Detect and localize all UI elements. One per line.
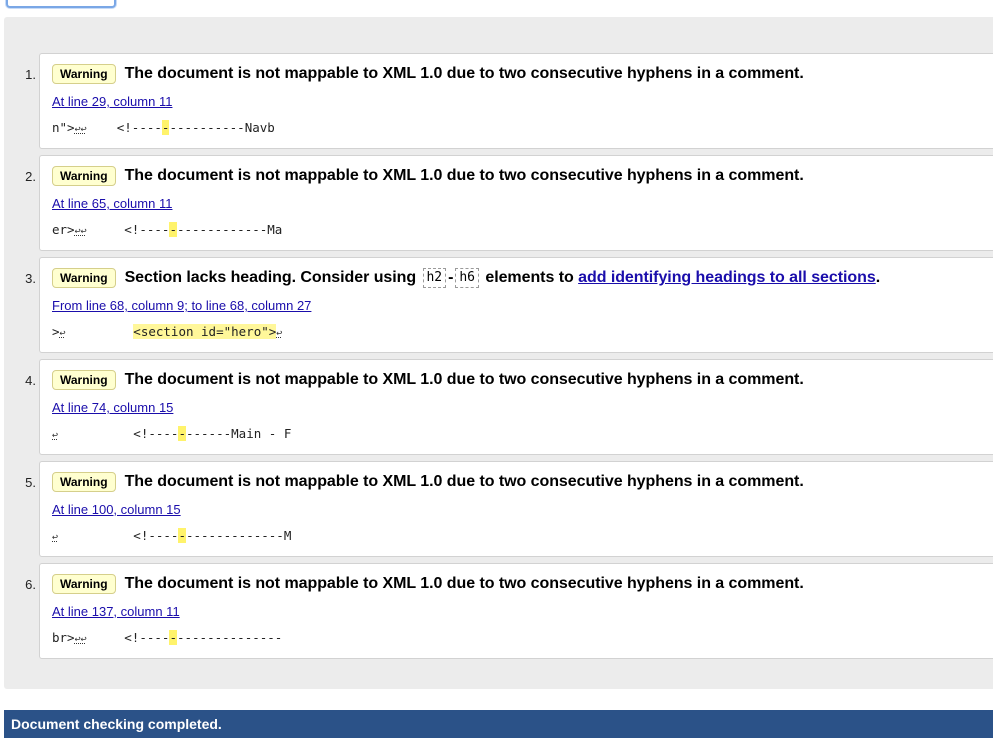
message-item xyxy=(4,257,993,353)
location-link[interactable]: At line 65, column 11 xyxy=(52,196,173,211)
code-extract xyxy=(52,630,985,645)
message-box xyxy=(39,257,993,353)
message-text: The document is not mappable to XML 1.0 due to two consecutive hyphens in a comment. xyxy=(124,167,804,184)
message-number: 6. xyxy=(25,577,36,592)
newline-icon: ↩ xyxy=(80,226,87,237)
newline-icon: ↩ xyxy=(276,328,283,339)
extract-before: <!---- xyxy=(86,222,170,237)
warning-badge: Warning xyxy=(52,268,116,288)
extract-prefix: n"> xyxy=(52,120,75,135)
message-text: The document is not mappable to XML 1.0 due to two consecutive hyphens in a comment. xyxy=(124,65,804,82)
warning-badge: Warning xyxy=(52,472,116,492)
status-bar: Document checking completed. xyxy=(4,710,993,738)
warning-badge: Warning xyxy=(52,64,116,84)
extract-before: <!---- xyxy=(58,528,179,543)
code-extract xyxy=(52,222,985,237)
element-code-h6: h6 xyxy=(455,268,479,288)
message-box xyxy=(39,359,993,455)
code-extract xyxy=(52,324,985,339)
location-link[interactable]: At line 29, column 11 xyxy=(52,94,173,109)
message-number: 3. xyxy=(25,271,36,286)
warning-badge: Warning xyxy=(52,166,116,186)
extract-before: <!---- xyxy=(86,120,162,135)
extract-highlight: - xyxy=(161,120,170,135)
extract-prefix: br> xyxy=(52,630,75,645)
newline-icon: ↩ xyxy=(80,124,87,135)
location-link[interactable]: At line 137, column 11 xyxy=(52,604,180,619)
message-item xyxy=(4,155,993,251)
extract-before: <!---- xyxy=(58,426,179,441)
location-link[interactable]: At line 100, column 15 xyxy=(52,502,181,517)
message-box xyxy=(39,461,993,557)
extract-after: ------Main - F xyxy=(185,426,292,441)
results-panel xyxy=(4,17,993,689)
check-button[interactable] xyxy=(6,0,116,8)
extract-prefix: > xyxy=(52,324,60,339)
extract-highlight: - xyxy=(178,528,186,543)
extract-before: <!---- xyxy=(86,630,170,645)
newline-icon: ↩ xyxy=(52,430,59,441)
warning-badge: Warning xyxy=(52,370,116,390)
location-link[interactable]: From line 68, column 9; to line 68, column 27 xyxy=(52,298,312,313)
extract-after: ------------Ma xyxy=(176,222,283,237)
message-box xyxy=(39,155,993,251)
extract-after: -------------M xyxy=(185,528,292,543)
newline-icon: ↩ xyxy=(80,634,87,645)
extract-after: ----------Navb xyxy=(169,120,275,135)
extract-after: -------------- xyxy=(176,630,283,645)
newline-icon: ↩ xyxy=(52,532,59,543)
message-text-end: . xyxy=(875,269,881,286)
message-box xyxy=(39,53,993,149)
extract-prefix: er> xyxy=(52,222,75,237)
headings-help-link[interactable]: add identifying headings to all sections xyxy=(578,269,876,286)
element-code-h2: h2 xyxy=(423,268,447,288)
message-number: 2. xyxy=(25,169,36,184)
newline-icon: ↩ xyxy=(59,328,66,339)
message-text: The document is not mappable to XML 1.0 due to two consecutive hyphens in a comment. xyxy=(124,371,804,388)
message-item xyxy=(4,359,993,455)
message-box xyxy=(39,563,993,659)
code-extract xyxy=(52,528,985,543)
code-extract xyxy=(52,426,985,441)
message-text-mid: elements to xyxy=(485,269,574,286)
warning-badge: Warning xyxy=(52,574,116,594)
extract-before xyxy=(66,324,134,339)
message-item xyxy=(4,563,993,659)
message-text xyxy=(125,268,881,288)
message-number: 5. xyxy=(25,475,36,490)
extract-highlight: - xyxy=(169,222,177,237)
message-number: 1. xyxy=(25,67,36,82)
message-text-start: Section lacks heading. Consider using xyxy=(124,269,417,286)
newline-icon: ↩ xyxy=(74,226,81,237)
message-text: The document is not mappable to XML 1.0 due to two consecutive hyphens in a comment. xyxy=(124,473,804,490)
extract-highlight: - xyxy=(169,630,177,645)
code-extract xyxy=(52,120,985,135)
extract-highlight: <section id="hero"> xyxy=(133,324,277,339)
location-link[interactable]: At line 74, column 15 xyxy=(52,400,174,415)
message-item xyxy=(4,53,993,149)
newline-icon: ↩ xyxy=(74,634,81,645)
message-text: The document is not mappable to XML 1.0 due to two consecutive hyphens in a comment. xyxy=(124,575,804,592)
message-item xyxy=(4,461,993,557)
message-number: 4. xyxy=(25,373,36,388)
extract-highlight: - xyxy=(178,426,186,441)
element-range-dash: - xyxy=(448,269,454,286)
newline-icon: ↩ xyxy=(74,124,81,135)
